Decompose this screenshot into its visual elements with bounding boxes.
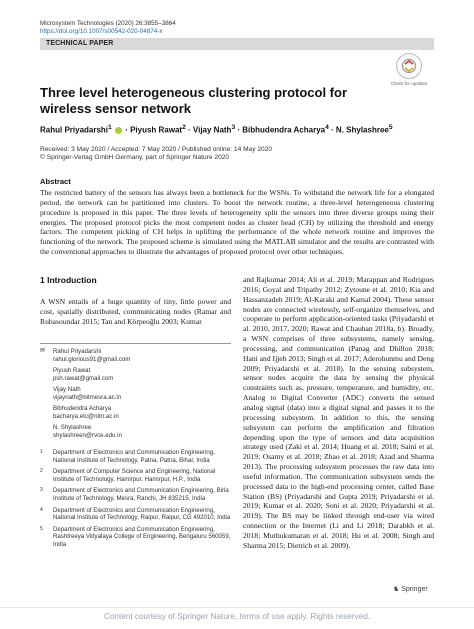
dates-line: Received: 3 May 2020 / Accepted: 7 May 2020 / Published online: 14 May 2020	[40, 146, 273, 153]
affiliation-number: 5	[40, 525, 43, 532]
affiliation-item	[40, 507, 231, 522]
author-sup: 4	[325, 124, 329, 131]
author-name: Vijay Nath	[192, 125, 232, 135]
contact-name: Rahul Priyadarshi	[53, 348, 102, 355]
contact-name: Piyush Rawat	[53, 367, 91, 374]
contact-entry	[40, 367, 231, 382]
affiliation-text: Department of Electronics and Communication Engineering, National Institute of Technology, Patna, Patna, Bihar, India	[53, 449, 215, 464]
section-heading-introduction: 1 Introduction	[40, 275, 97, 285]
contact-entry	[40, 424, 231, 439]
paper-title: Three level heterogeneous clustering protocol for wireless sensor network	[40, 85, 348, 116]
author-name: N. Shylashree	[335, 125, 389, 135]
intro-right-text: and Rajkumar 2014; Ali et al. 2019; Marappan and Rodrigues 2016; Goyal and Tripathy 2012; Zytoune et al. 2010; Kia and Hassanzadeh 2019; Al-Karaki and Kamal 2004). These sensor nodes are connected wirelessly, self-organize themselves, and cooperate to perform application-oriented tasks (Priyadarshi et al. 2010, 2017, 2020; Rawat and Chauhan 2018a, b). Broadly, a WSN comprises of three subsystems, namely sensing, processing, and communication (Panag and Dhillon 2018; Hani and Ijjeh 2013; Singh et al. 2017; Aderohunmu and Deng 2009; Priyadarshi et al. 2018). In the sensing subsystem, sensor nodes acquire the data by sensing the physical constraints such as, pressure, temperature, and humidity, etc. Analog to Digital Converter (ADC) converts the sensed analog signal (data) into a digital signal and passes it to the processing subsystem. In addition to this, the sensing subsystem can perform the amplification and filtration depending upon the type of sensors and data acquisition strategy used (Zaki et al. 2014; Huang et al. 2018; Saini et al. 2019; Osamy et al. 2018; Zhao et al. 2018; Azad and Sharma 2013). The processing subsystem processes the raw data into useful information. The communication subsystem sends the processed data to the high-end processing center, called Base Station (BS) (Priyadarshi and Gupta 2019; Priyadarshi et al. 2019; Kumar et al. 2020; Soni et al. 2020; Priyadarshi et al. 2019). The BS may be linked through end-user via wired connection or the Internet (Li and Li 2018; Darabkh et al. 2018; Muthukumaran et al. 2018; Hu et al. 2008; Singh and Sharma 2015; Dietrich et al. 2009).	[243, 275, 434, 550]
publisher-mark	[393, 585, 428, 593]
contact-email[interactable]: bacharya.etc@nitrr.ac.in	[53, 412, 119, 420]
contact-email[interactable]: vijaynath@bitmesra.ac.in	[53, 393, 122, 401]
author-sup: 3	[231, 124, 236, 131]
contact-divider	[40, 343, 231, 344]
check-for-updates-badge[interactable]	[390, 53, 428, 87]
contact-name: Bibhudendra Acharya	[53, 405, 112, 412]
affiliation-text: Department of Computer Science and Engineering, National Institute of Technology, Hamirpur, Hamirpur, H.P., India	[53, 468, 216, 483]
publication-dates	[40, 146, 272, 163]
check-for-updates-icon	[396, 53, 422, 79]
affiliation-item	[40, 468, 231, 483]
author-list: Rahul Priyadarshi$^1$ · Piyush Rawat$^2$ · Vijay Nath$^3$ · Bibhudendra Acharya$^4$ · N. Shylashree$^5$	[40, 124, 393, 135]
affiliation-list	[40, 449, 231, 553]
doi-link[interactable]: https://doi.org/10.1007/s00542-020-04874-x	[40, 28, 163, 35]
author-name: Bibhudendra Acharya	[242, 125, 326, 135]
affiliation-text: Department of Electronics and Communication Engineering, Rashtreeya Vidyalaya College of Engineering, Bengaluru 560059, India	[53, 525, 231, 548]
contact-email[interactable]: psh.rawat@gmail.com	[53, 374, 114, 382]
footer-notice: Content courtesy of Springer Nature, terms of use apply. Rights reserved.	[103, 612, 371, 621]
contact-entry	[40, 348, 231, 363]
springer-horse-icon: ♞	[393, 586, 400, 593]
copyright-line: © Springer-Verlag GmbH Germany, part of Springer Nature 2020	[40, 154, 230, 162]
affiliation-text: Department of Electronics and Communication Engineering, Birla Institute of Technology, Mesra, Ranchi, JH 835215, India	[53, 487, 229, 502]
affiliation-number: 3	[40, 487, 43, 494]
abstract-heading: Abstract	[40, 177, 71, 186]
affiliation-number: 1	[40, 449, 43, 455]
affiliation-number: 4	[40, 506, 43, 513]
paper-type-label: TECHNICAL PAPER	[46, 39, 114, 47]
journal-header	[40, 20, 176, 36]
author-name: Rahul Priyadarshi	[40, 125, 109, 135]
affiliation-number: 2	[40, 468, 43, 475]
contact-name: N. Shylashree	[53, 424, 92, 431]
contact-entry	[40, 405, 231, 420]
publisher-name: Springer	[401, 586, 428, 593]
contact-email[interactable]: rahul.glorious91@gmail.com	[53, 355, 131, 363]
affiliation-text: Department of Electronics and Communication Engineering, National Institute of Technology, Raipur, Raipur, CG 492010, India	[53, 506, 231, 522]
contact-email[interactable]: shylashreen@rvce.edu.in	[53, 431, 122, 439]
author-sup: 5	[388, 124, 393, 131]
contact-name: Vijay Nath	[53, 386, 81, 393]
author-name: Piyush Rawat	[130, 125, 183, 135]
orcid-icon[interactable]	[115, 127, 122, 134]
affiliation-item	[40, 526, 231, 549]
contact-entry	[40, 386, 231, 401]
journal-citation: Microsystem Technologies (2020) 26:3855–3864	[40, 20, 176, 27]
footer-divider	[0, 607, 474, 608]
author-sup: 1	[108, 124, 112, 131]
affiliation-item	[40, 487, 231, 502]
author-sup: 2	[182, 124, 186, 131]
affiliation-item	[40, 449, 231, 464]
check-for-updates-text: Check for updates	[390, 81, 428, 86]
intro-left-text: A WSN entails of a huge quantity of tiny, little power and cost, spatially distributed, communicating nodes (Ramar and Rubasoundar 2015; Tan and Körpeoğlu 2003; Kumar	[40, 297, 231, 326]
contact-block	[40, 348, 231, 443]
abstract-text: The restricted battery of the sensors has always been a bottleneck for the WSNs. To withstand the network life for a elongated period, the network can be partitioned into clusters. To boost the network routine, a three-level heterogeneous clustering procedure is proposed in this paper. The three levels of heterogeneity split the sensors into three diverse groups using their energies. The proposed protocol picks the most competent nodes as cluster head (CH) by utilizing the threshold and energy factors. The competent picking of CH helps in uplifting the performance of the whole network routine and improves the functioning of the network. The proposed scheme is simulated using the MATLAB simulator and the results are contrasted with the conventional approaches to illustrate the advantages of proposed protocol over other techniques.	[40, 188, 434, 257]
envelope-icon: ✉	[40, 347, 46, 354]
